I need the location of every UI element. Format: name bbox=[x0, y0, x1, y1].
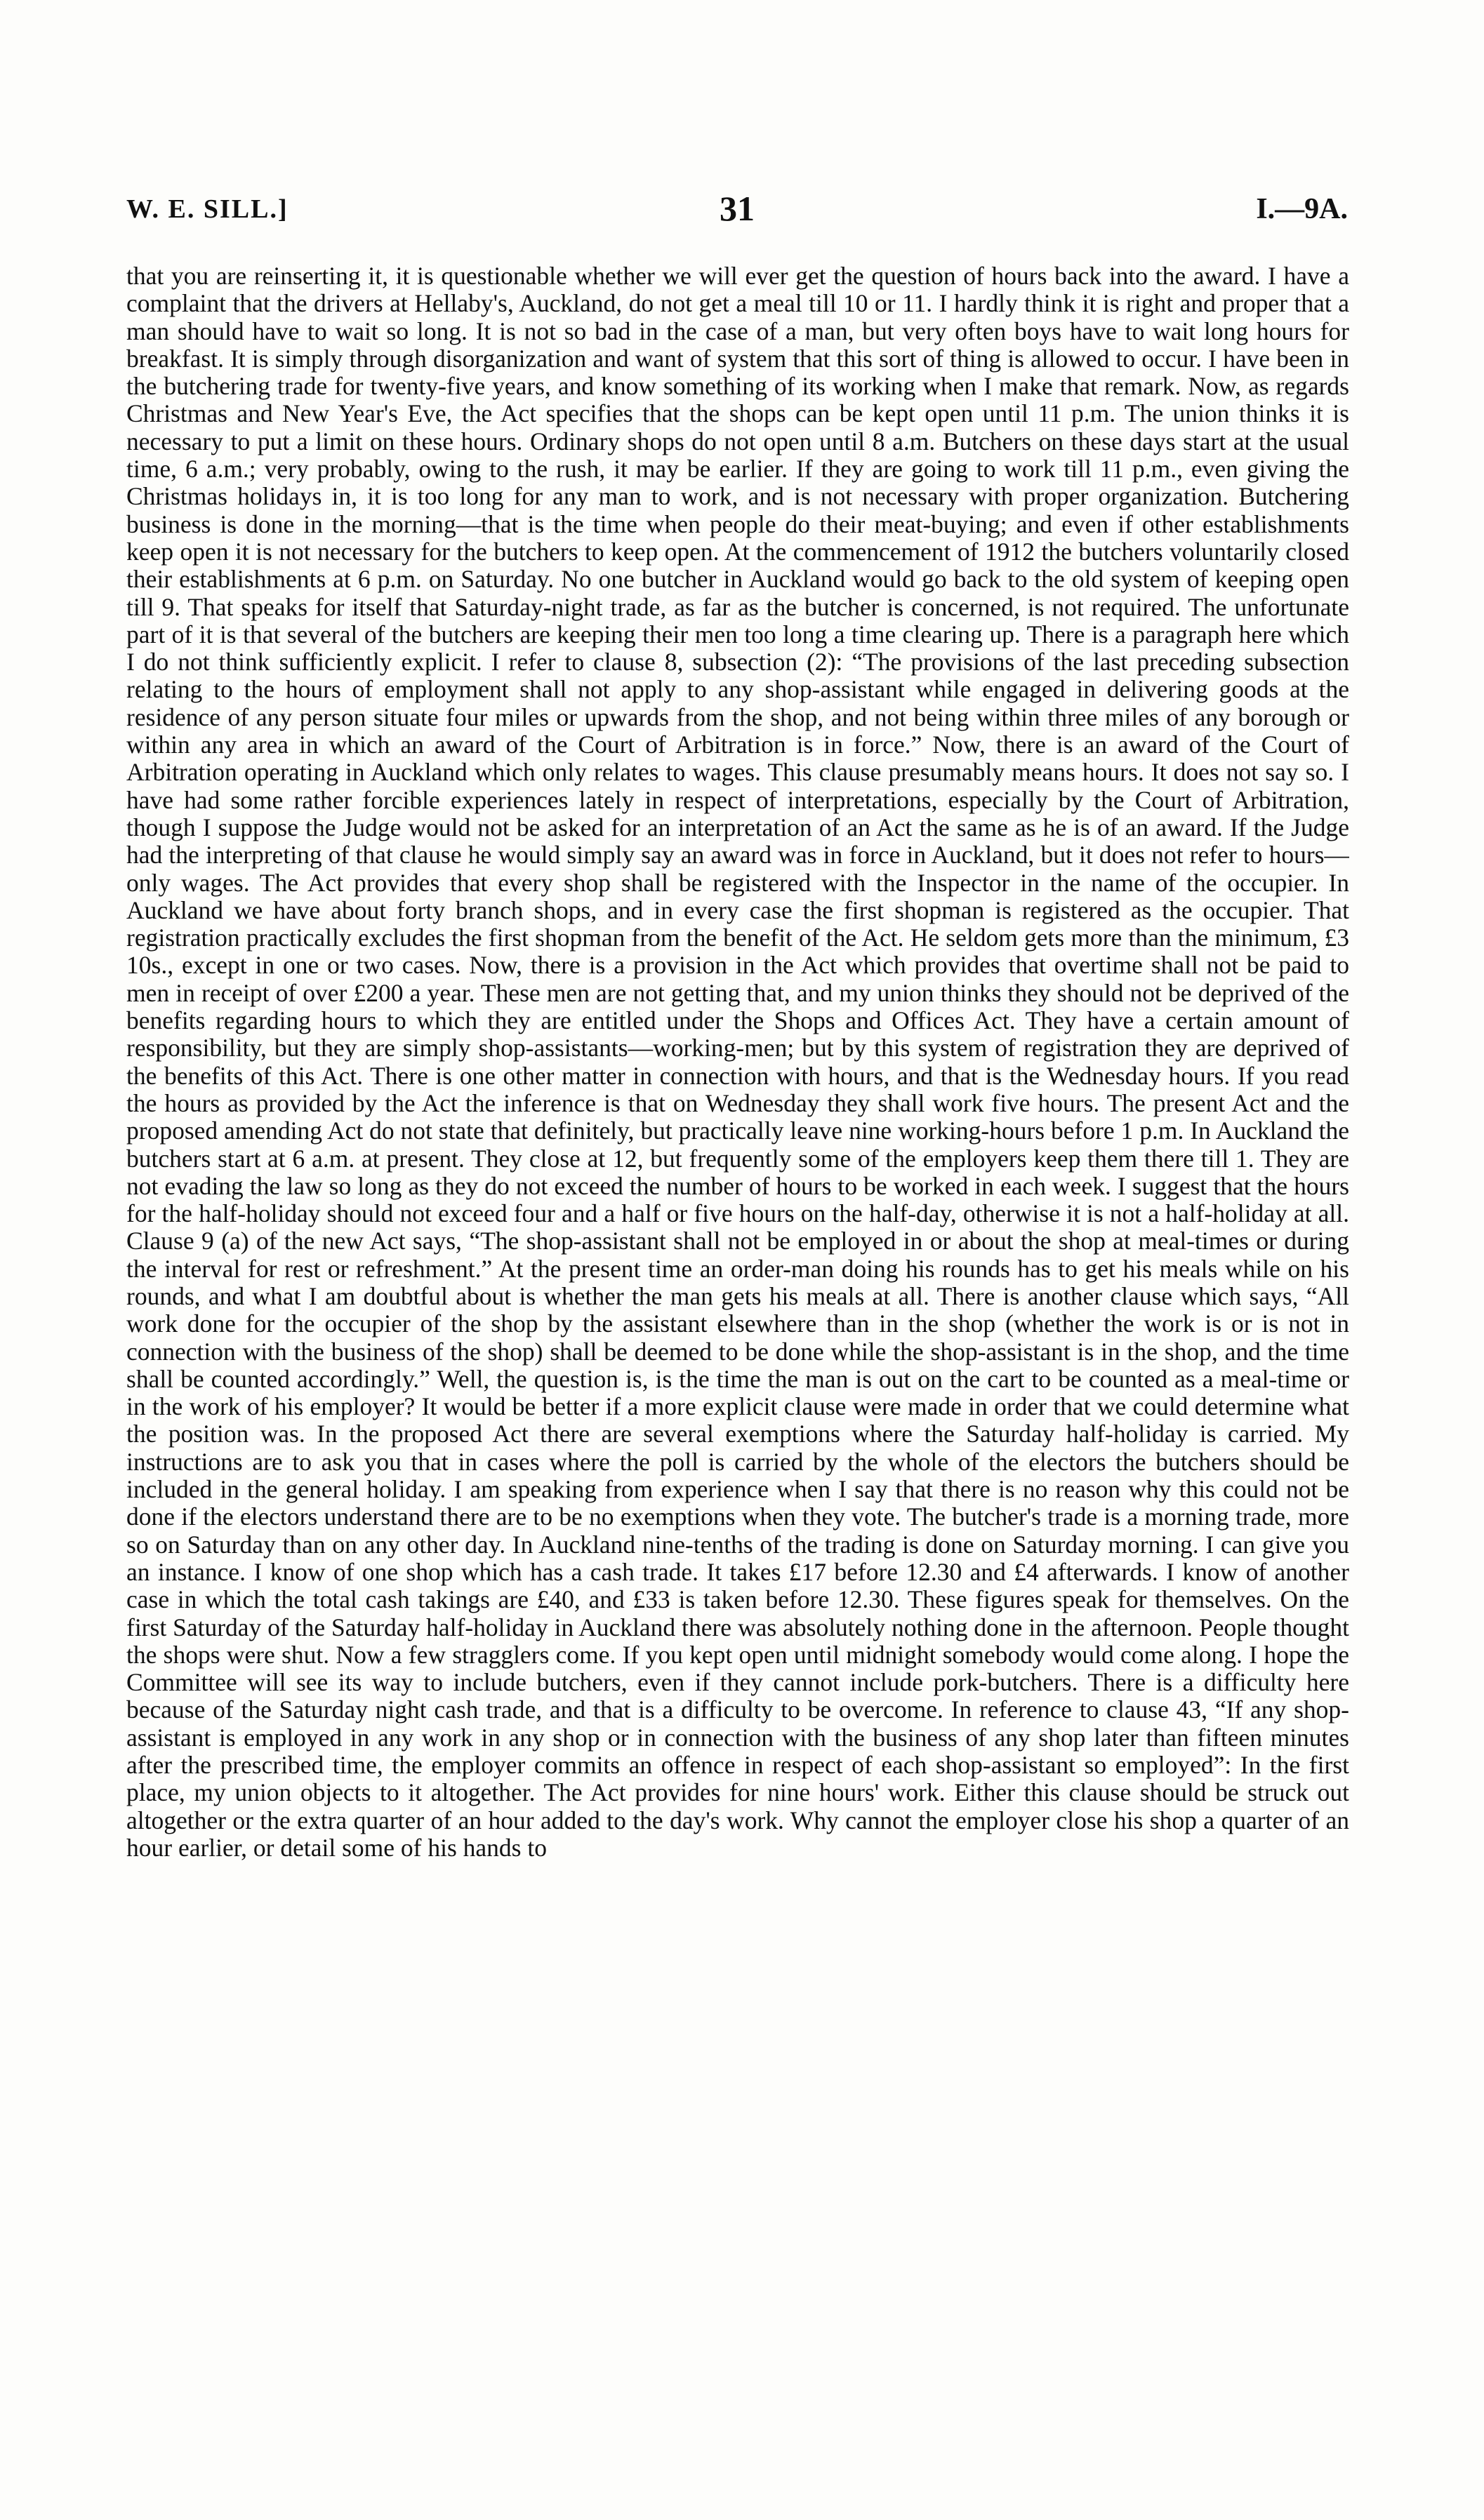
body-text bbox=[126, 262, 1349, 2424]
witness-name: W. E. SILL.] bbox=[126, 194, 289, 224]
testimony-paragraph: that you are reinserting it, it is questionable whether we will ever get the question of hours back into the award. I have a complaint that the drivers at Hellaby's, Auckland, do not get a meal till 10 or 11. I hardly think it is right and proper that a man should have to wait so long. It is not so bad in the case of a man, but very often boys have to wait long hours for breakfast. It is simply through disorganization and want of system that this sort of thing is allowed to occur. I have been in the butchering trade for twenty-five years, and know something of its working when I make that remark. Now, as regards Christmas and New Year's Eve, the Act specifies that the shops can be kept open until 11 p.m. The union thinks it is necessary to put a limit on these hours. Ordinary shops do not open until 8 a.m. Butchers on these days start at the usual time, 6 a.m.; very probably, owing to the rush, it may be earlier. If they are going to work till 11 p.m., even giving the Christmas holidays in, it is too long for any man to work, and is not necessary with proper organization. Butchering business is done in the morning—that is the time when people do their meat-buying; and even if other establishments keep open it is not necessary for the butchers to keep open. At the commencement of 1912 the butchers voluntarily closed their establishments at 6 p.m. on Saturday. No one butcher in Auckland would go back to the old system of keeping open till 9. That speaks for itself that Saturday-night trade, as far as the butcher is concerned, is not required. The unfortunate part of it is that several of the butchers are keeping their men too long a time clearing up. There is a paragraph here which I do not think sufficiently explicit. I refer to clause 8, subsection (2): “The provisions of the last preceding subsection relating to the hours of employment shall not apply to any shop-assistant while engaged in delivering goods at the residence of any person situate four miles or upwards from the shop, and not being within three miles of any borough or within any area in which an award of the Court of Arbitration is in force.” Now, there is an award of the Court of Arbitration operating in Auckland which only relates to wages. This clause presumably means hours. It does not say so. I have had some rather forcible experiences lately in respect of interpretations, especially by the Court of Arbitration, though I suppose the Judge would not be asked for an interpretation of an Act the same as he is of an award. If the Judge had the interpreting of that clause he would simply say an award was in force in Auckland, but it does not refer to hours—only wages. The Act provides that every shop shall be registered with the Inspector in the name of the occupier. In Auckland we have about forty branch shops, and in every case the first shopman is registered as the occupier. That registration practically excludes the first shopman from the benefit of the Act. He seldom gets more than the minimum, £3 10s., except in one or two cases. Now, there is a provision in the Act which provides that overtime shall not be paid to men in receipt of over £200 a year. These men are not getting that, and my union thinks they should not be deprived of the benefits regarding hours to which they are entitled under the Shops and Offices Act. They have a certain amount of responsibility, but they are simply shop-assistants—working-men; but by this system of registration they are deprived of the benefits of this Act. There is one other matter in connection with hours, and that is the Wednesday hours. If you read the hours as provided by the Act the inference is that on Wednesday they shall work five hours. The present Act and the proposed amending Act do not state that definitely, but practically leave nine working-hours before 1 p.m. In Auckland the butchers start at 6 a.m. at present. They close at 12, but frequently some of the employers keep them there till 1. They are not evading the law so long as they do not exceed the number of hours to be worked in each week. I suggest that the hours for the half-holiday should not exceed four and a half or five hours on the half-day, otherwise it is not a half-holiday at all. Clause 9 (a) of the new Act says, “The shop-assistant shall not be employed in or about the shop at meal-times or during the interval for rest or refreshment.” At the present time an order-man doing his rounds has to get his meals while on his rounds, and what I am doubtful about is whether the man gets his meals at all. There is another clause which says, “All work done for the occupier of the shop by the assistant elsewhere than in the shop (whether the work is or is not in connection with the business of the shop) shall be deemed to be done while the shop-assistant is in the shop, and the time shall be counted accordingly.” Well, the question is, is the time the man is out on the cart to be counted as a meal-time or in the work of his employer? It would be better if a more explicit clause were made in order that we could determine what the position was. In the proposed Act there are several exemptions where the Saturday half-holiday is carried. My instructions are to ask you that in cases where the poll is carried by the whole of the electors the butchers should be included in the general holiday. I am speaking from experience when I say that there is no reason why this could not be done if the electors understand there are to be no exemptions when they vote. The butcher's trade is a morning trade, more so on Saturday than on any other day. In Auckland nine-tenths of the trading is done on Saturday morning. I can give you an instance. I know of one shop which has a cash trade. It takes £17 before 12.30 and £4 afterwards. I know of another case in which the total cash takings are £40, and £33 is taken before 12.30. These figures speak for themselves. On the first Saturday of the Saturday half-holiday in Auckland there was absolutely nothing done in the afternoon. People thought the shops were shut. Now a few stragglers come. If you kept open until midnight somebody would come along. I hope the Committee will see its way to include butchers, even if they cannot include pork-butchers. There is a difficulty here because of the Saturday night cash trade, and that is a difficulty to be overcome. In reference to clause 43, “If any shop-assistant is employed in any work in any shop or in connection with the business of any shop later than fifteen minutes after the prescribed time, the employer commits an offence in respect of each shop-assistant so employed”: In the first place, my union objects to it altogether. The Act provides for nine hours' work. Either this clause should be struck out altogether or the extra quarter of an hour added to the day's work. Why cannot the employer close his shop a quarter of an hour earlier, or detail some of his hands to bbox=[126, 262, 1349, 1862]
page-header bbox=[126, 188, 1348, 230]
page-number: 31 bbox=[720, 189, 755, 228]
parliamentary-paper-reference: I.—9A. bbox=[1256, 193, 1348, 225]
